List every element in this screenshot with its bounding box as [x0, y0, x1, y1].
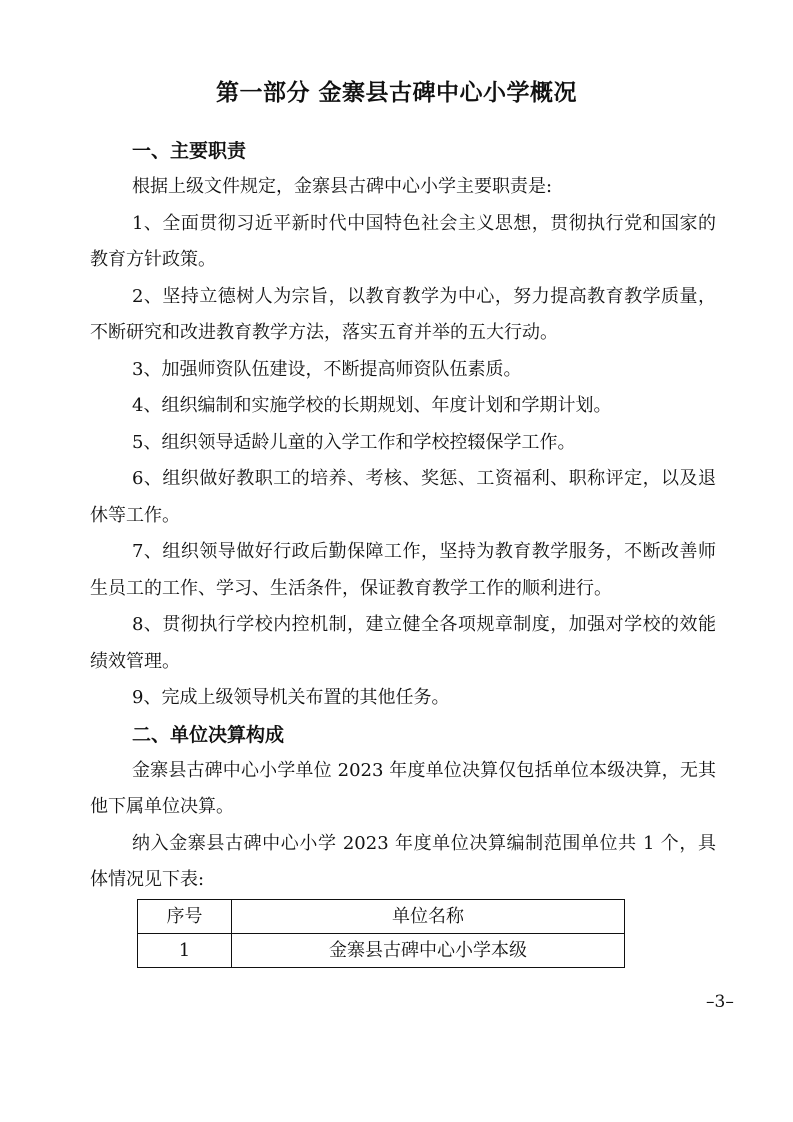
paragraph: 纳入金寨县古碑中心小学 2023 年度单位决算编制范围单位共 1 个，具体情况见下表:: [90, 832, 716, 890]
unit-table: [137, 899, 625, 968]
table-header-row: [138, 900, 625, 934]
paragraph: 6、组织做好教职工的培养、考核、奖惩、工资福利、职称评定，以及退休等工作。: [90, 468, 716, 526]
paragraph: 金寨县古碑中心小学单位 2023 年度单位决算仅包括单位本级决算，无其他下属单位决算。: [90, 759, 716, 817]
page-title: 第一部分 金寨县古碑中心小学概况: [215, 80, 577, 106]
section-heading-budget-composition: 二、单位决算构成: [132, 723, 285, 746]
paragraph: 1、全面贯彻习近平新时代中国特色社会主义思想，贯彻执行党和国家的教育方针政策。: [90, 212, 716, 270]
unit-table-container: [137, 899, 625, 968]
paragraph: 3、加强师资队伍建设，不断提高师资队伍素质。: [132, 358, 522, 380]
table-header-cell-no: 序号: [138, 900, 232, 934]
section-heading-duties: 一、主要职责: [132, 140, 247, 162]
table-row: [138, 934, 625, 968]
paragraph: 9、完成上级领导机关布置的其他任务。: [132, 687, 450, 708]
table-cell-unit-name: 金寨县古碑中心小学本级: [232, 934, 625, 968]
table-header-cell-unit-name: 单位名称: [232, 900, 625, 934]
paragraph: 根据上级文件规定，金寨县古碑中心小学主要职责是:: [132, 176, 553, 197]
paragraph: 2、坚持立德树人为宗旨，以教育教学为中心，努力提高教育教学质量，不断研究和改进教育教学方法，落实五育并举的五大行动。: [90, 285, 716, 343]
paragraph: 7、组织领导做好行政后勤保障工作，坚持为教育教学服务，不断改善师生员工的工作、学习、生活条件，保证教育教学工作的顺利进行。: [90, 541, 716, 599]
paragraph: 5、组织领导适龄儿童的入学工作和学校控辍保学工作。: [132, 431, 576, 453]
paragraph: 4、组织编制和实施学校的长期规划、年度计划和学期计划。: [132, 395, 612, 416]
page-number: –3–: [706, 992, 734, 1012]
table-cell-no: 1: [138, 934, 232, 968]
paragraph: 8、贯彻执行学校内控机制，建立健全各项规章制度，加强对学校的效能绩效管理。: [90, 614, 716, 672]
document-body: [90, 133, 716, 899]
